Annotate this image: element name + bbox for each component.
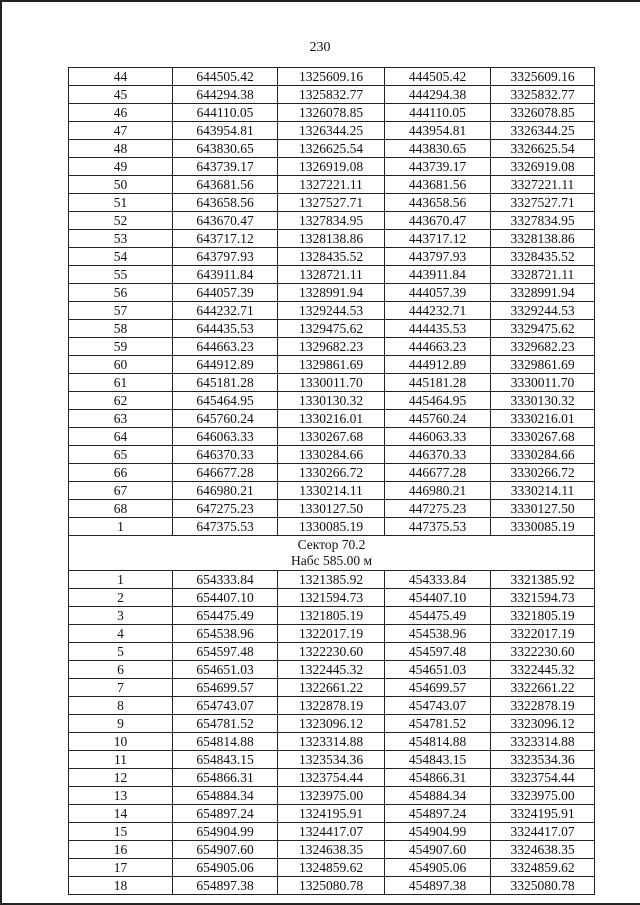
table-cell: 645464.95 xyxy=(173,392,278,410)
table-row xyxy=(69,805,595,823)
table-cell: 3325080.78 xyxy=(491,877,595,895)
table-cell: 454651.03 xyxy=(385,661,491,679)
table-cell: 1326625.54 xyxy=(278,140,385,158)
table-cell: 1325609.16 xyxy=(278,68,385,86)
table-cell: 443658.56 xyxy=(385,194,491,212)
table-row xyxy=(69,212,595,230)
table-cell: 3323975.00 xyxy=(491,787,595,805)
table-row xyxy=(69,823,595,841)
table-cell: 3323314.88 xyxy=(491,733,595,751)
table-cell: 3329475.62 xyxy=(491,320,595,338)
table-cell: 59 xyxy=(69,338,173,356)
table-row xyxy=(69,122,595,140)
table-cell: 1322878.19 xyxy=(278,697,385,715)
table-cell: 647375.53 xyxy=(173,518,278,536)
table-cell: 654904.99 xyxy=(173,823,278,841)
table-cell: 644912.89 xyxy=(173,356,278,374)
table-cell: 644505.42 xyxy=(173,68,278,86)
table-cell: 56 xyxy=(69,284,173,302)
table-cell: 443911.84 xyxy=(385,266,491,284)
table-cell: 444912.89 xyxy=(385,356,491,374)
table-cell: 3325609.16 xyxy=(491,68,595,86)
table-cell: 443681.56 xyxy=(385,176,491,194)
table-cell: 444232.71 xyxy=(385,302,491,320)
table-cell: 13 xyxy=(69,787,173,805)
table-row xyxy=(69,877,595,895)
table-row xyxy=(69,751,595,769)
page-number: 230 xyxy=(309,40,331,55)
table-row xyxy=(69,679,595,697)
table-row xyxy=(69,356,595,374)
table-cell: 654538.96 xyxy=(173,625,278,643)
table-cell: 647275.23 xyxy=(173,500,278,518)
table-cell: 454897.24 xyxy=(385,805,491,823)
table-row xyxy=(69,266,595,284)
table-cell: 1326078.85 xyxy=(278,104,385,122)
table-cell: 61 xyxy=(69,374,173,392)
table-cell: 3323754.44 xyxy=(491,769,595,787)
table-cell: 46 xyxy=(69,104,173,122)
table-cell: 3325832.77 xyxy=(491,86,595,104)
table-cell: 645760.24 xyxy=(173,410,278,428)
table-cell: 3327527.71 xyxy=(491,194,595,212)
table-cell: 3321805.19 xyxy=(491,607,595,625)
table-cell: 1 xyxy=(69,571,173,589)
table-cell: 443739.17 xyxy=(385,158,491,176)
table-cell: 644435.53 xyxy=(173,320,278,338)
table-row xyxy=(69,158,595,176)
table-cell: 444110.05 xyxy=(385,104,491,122)
table-cell: 3330085.19 xyxy=(491,518,595,536)
table-cell: 644057.39 xyxy=(173,284,278,302)
table-cell: 3322445.32 xyxy=(491,661,595,679)
table-cell: 443830.65 xyxy=(385,140,491,158)
table-cell: 3329861.69 xyxy=(491,356,595,374)
table-row xyxy=(69,859,595,877)
table-cell: 3 xyxy=(69,607,173,625)
table-cell: 3324859.62 xyxy=(491,859,595,877)
table-cell: 1323534.36 xyxy=(278,751,385,769)
table-cell: 646370.33 xyxy=(173,446,278,464)
table-cell: 643681.56 xyxy=(173,176,278,194)
table-cell: 1330266.72 xyxy=(278,464,385,482)
table-cell: 454907.60 xyxy=(385,841,491,859)
table-cell: 3321385.92 xyxy=(491,571,595,589)
table-cell: 444663.23 xyxy=(385,338,491,356)
table-cell: 654475.49 xyxy=(173,607,278,625)
table-cell: 445760.24 xyxy=(385,410,491,428)
table-cell: 1323314.88 xyxy=(278,733,385,751)
table-cell: 1325832.77 xyxy=(278,86,385,104)
table-cell: 444435.53 xyxy=(385,320,491,338)
table-cell: 1323754.44 xyxy=(278,769,385,787)
table-cell: 444505.42 xyxy=(385,68,491,86)
table-cell: 8 xyxy=(69,697,173,715)
table-row xyxy=(69,841,595,859)
table-cell: 643717.12 xyxy=(173,230,278,248)
table-cell: 1327527.71 xyxy=(278,194,385,212)
table-cell: 18 xyxy=(69,877,173,895)
table-cell: 1323975.00 xyxy=(278,787,385,805)
table-cell: 643954.81 xyxy=(173,122,278,140)
table-cell: 454866.31 xyxy=(385,769,491,787)
table-cell: 446677.28 xyxy=(385,464,491,482)
sector-height: Набс 585.00 м xyxy=(290,553,373,568)
table-cell: 1327834.95 xyxy=(278,212,385,230)
table-cell: 3322230.60 xyxy=(491,643,595,661)
table-cell: 51 xyxy=(69,194,173,212)
table-cell: 1330127.50 xyxy=(278,500,385,518)
table-cell: 654743.07 xyxy=(173,697,278,715)
page-border-top xyxy=(0,0,640,2)
table-row xyxy=(69,446,595,464)
table-cell: 454333.84 xyxy=(385,571,491,589)
table-cell: 67 xyxy=(69,482,173,500)
table-cell: 5 xyxy=(69,643,173,661)
table-cell: 3327221.11 xyxy=(491,176,595,194)
table-cell: 11 xyxy=(69,751,173,769)
table-cell: 654897.38 xyxy=(173,877,278,895)
table-cell: 1321594.73 xyxy=(278,589,385,607)
table-cell: 1330214.11 xyxy=(278,482,385,500)
table-cell: 1330085.19 xyxy=(278,518,385,536)
table-cell: 3322661.22 xyxy=(491,679,595,697)
table-cell: 3328435.52 xyxy=(491,248,595,266)
table-cell: 644110.05 xyxy=(173,104,278,122)
table-row xyxy=(69,769,595,787)
table-cell: 654897.24 xyxy=(173,805,278,823)
table-cell: 14 xyxy=(69,805,173,823)
table-cell: 64 xyxy=(69,428,173,446)
table-cell: 1330284.66 xyxy=(278,446,385,464)
table-cell: 1329475.62 xyxy=(278,320,385,338)
table-cell: 65 xyxy=(69,446,173,464)
table-row xyxy=(69,733,595,751)
table-cell: 1330011.70 xyxy=(278,374,385,392)
table-row xyxy=(69,518,595,536)
sector-title: Сектор 70.2 xyxy=(297,537,366,552)
table-cell: 646677.28 xyxy=(173,464,278,482)
table-cell: 443954.81 xyxy=(385,122,491,140)
table-row xyxy=(69,194,595,212)
table-cell: 68 xyxy=(69,500,173,518)
table-cell: 643670.47 xyxy=(173,212,278,230)
table-row xyxy=(69,86,595,104)
table-row xyxy=(69,320,595,338)
page-border-left xyxy=(0,0,2,905)
table-cell: 444057.39 xyxy=(385,284,491,302)
table-cell: 454814.88 xyxy=(385,733,491,751)
table-cell: 654814.88 xyxy=(173,733,278,751)
table-cell: 646980.21 xyxy=(173,482,278,500)
table-cell: 1325080.78 xyxy=(278,877,385,895)
table-cell: 1327221.11 xyxy=(278,176,385,194)
table-cell: 1326344.25 xyxy=(278,122,385,140)
table-cell: 16 xyxy=(69,841,173,859)
table-cell: 17 xyxy=(69,859,173,877)
table-cell: 654843.15 xyxy=(173,751,278,769)
table-cell: 3322017.19 xyxy=(491,625,595,643)
table-cell: 1322230.60 xyxy=(278,643,385,661)
table-cell: 654651.03 xyxy=(173,661,278,679)
table-cell: 643911.84 xyxy=(173,266,278,284)
table-cell: 645181.28 xyxy=(173,374,278,392)
table-cell: 3329244.53 xyxy=(491,302,595,320)
table-row xyxy=(69,140,595,158)
table-row xyxy=(69,625,595,643)
table-cell: 3330130.32 xyxy=(491,392,595,410)
table-cell: 443717.12 xyxy=(385,230,491,248)
table-cell: 654905.06 xyxy=(173,859,278,877)
table-cell: 3330127.50 xyxy=(491,500,595,518)
table-cell: 644294.38 xyxy=(173,86,278,104)
table-cell: 3328991.94 xyxy=(491,284,595,302)
table-cell: 1330130.32 xyxy=(278,392,385,410)
table-row xyxy=(69,715,595,733)
table-cell: 444294.38 xyxy=(385,86,491,104)
table-cell: 644232.71 xyxy=(173,302,278,320)
table-cell: 446063.33 xyxy=(385,428,491,446)
table-cell: 454897.38 xyxy=(385,877,491,895)
coordinates-table xyxy=(68,67,595,895)
table-cell: 52 xyxy=(69,212,173,230)
table-cell: 3330216.01 xyxy=(491,410,595,428)
table-cell: 1328721.11 xyxy=(278,266,385,284)
table-cell: 644663.23 xyxy=(173,338,278,356)
table-cell: 3321594.73 xyxy=(491,589,595,607)
table-cell: 446980.21 xyxy=(385,482,491,500)
table-cell: 60 xyxy=(69,356,173,374)
table-cell: 3324638.35 xyxy=(491,841,595,859)
table-cell: 3330267.68 xyxy=(491,428,595,446)
table-cell: 1329682.23 xyxy=(278,338,385,356)
table-cell: 3322878.19 xyxy=(491,697,595,715)
table-cell: 3330284.66 xyxy=(491,446,595,464)
table-cell: 3330214.11 xyxy=(491,482,595,500)
table-cell: 3329682.23 xyxy=(491,338,595,356)
table-row xyxy=(69,302,595,320)
table-cell: 445464.95 xyxy=(385,392,491,410)
table-cell: 15 xyxy=(69,823,173,841)
table-cell: 1 xyxy=(69,518,173,536)
table-row xyxy=(69,571,595,589)
table-cell: 447275.23 xyxy=(385,500,491,518)
table-cell: 654907.60 xyxy=(173,841,278,859)
table-cell: 1324417.07 xyxy=(278,823,385,841)
table-cell: 3327834.95 xyxy=(491,212,595,230)
table-cell: 646063.33 xyxy=(173,428,278,446)
table-cell: 1324859.62 xyxy=(278,859,385,877)
table-cell: 643797.93 xyxy=(173,248,278,266)
table-cell: 454597.48 xyxy=(385,643,491,661)
sector-header xyxy=(69,536,595,571)
table-cell: 6 xyxy=(69,661,173,679)
table-cell: 1326919.08 xyxy=(278,158,385,176)
table-cell: 3326344.25 xyxy=(491,122,595,140)
table-row xyxy=(69,230,595,248)
table-cell: 3328138.86 xyxy=(491,230,595,248)
table-cell: 454905.06 xyxy=(385,859,491,877)
table-cell: 3326078.85 xyxy=(491,104,595,122)
table-row xyxy=(69,697,595,715)
table-cell: 654699.57 xyxy=(173,679,278,697)
table-cell: 643658.56 xyxy=(173,194,278,212)
table-cell: 66 xyxy=(69,464,173,482)
table-cell: 443797.93 xyxy=(385,248,491,266)
table-cell: 3323534.36 xyxy=(491,751,595,769)
table-row xyxy=(69,482,595,500)
table-cell: 1328138.86 xyxy=(278,230,385,248)
table-cell: 446370.33 xyxy=(385,446,491,464)
table-cell: 454407.10 xyxy=(385,589,491,607)
table-cell: 62 xyxy=(69,392,173,410)
table-cell: 7 xyxy=(69,679,173,697)
table-cell: 63 xyxy=(69,410,173,428)
table-row xyxy=(69,104,595,122)
table-cell: 454884.34 xyxy=(385,787,491,805)
table-cell: 1329861.69 xyxy=(278,356,385,374)
table-cell: 1328435.52 xyxy=(278,248,385,266)
table-cell: 4 xyxy=(69,625,173,643)
table-cell: 10 xyxy=(69,733,173,751)
table-cell: 9 xyxy=(69,715,173,733)
table-cell: 643739.17 xyxy=(173,158,278,176)
table-row xyxy=(69,589,595,607)
table-cell: 1330267.68 xyxy=(278,428,385,446)
table-cell: 454843.15 xyxy=(385,751,491,769)
table-row xyxy=(69,248,595,266)
table-cell: 1323096.12 xyxy=(278,715,385,733)
table-cell: 1322661.22 xyxy=(278,679,385,697)
table-row xyxy=(69,176,595,194)
table-cell: 57 xyxy=(69,302,173,320)
table-cell: 49 xyxy=(69,158,173,176)
table-cell: 443670.47 xyxy=(385,212,491,230)
table-cell: 1322445.32 xyxy=(278,661,385,679)
table-cell: 1322017.19 xyxy=(278,625,385,643)
table-cell: 454781.52 xyxy=(385,715,491,733)
table-row xyxy=(69,787,595,805)
sector-header-row xyxy=(69,536,595,571)
table-cell: 58 xyxy=(69,320,173,338)
table-cell: 47 xyxy=(69,122,173,140)
table-row xyxy=(69,500,595,518)
table-row xyxy=(69,68,595,86)
table-row xyxy=(69,464,595,482)
table-cell: 3326625.54 xyxy=(491,140,595,158)
table-cell: 654407.10 xyxy=(173,589,278,607)
table-row xyxy=(69,284,595,302)
table-cell: 3330266.72 xyxy=(491,464,595,482)
table-row xyxy=(69,374,595,392)
table-cell: 454904.99 xyxy=(385,823,491,841)
table-row xyxy=(69,338,595,356)
table-cell: 454699.57 xyxy=(385,679,491,697)
table-cell: 3330011.70 xyxy=(491,374,595,392)
table-row xyxy=(69,661,595,679)
table-row xyxy=(69,428,595,446)
table-cell: 1329244.53 xyxy=(278,302,385,320)
table-cell: 12 xyxy=(69,769,173,787)
table-cell: 654333.84 xyxy=(173,571,278,589)
table-cell: 1324195.91 xyxy=(278,805,385,823)
table-row xyxy=(69,392,595,410)
table-cell: 55 xyxy=(69,266,173,284)
coordinates-table-body xyxy=(69,68,595,895)
table-cell: 654866.31 xyxy=(173,769,278,787)
table-cell: 50 xyxy=(69,176,173,194)
table-cell: 3323096.12 xyxy=(491,715,595,733)
table-row xyxy=(69,607,595,625)
table-cell: 48 xyxy=(69,140,173,158)
table-row xyxy=(69,643,595,661)
table-cell: 654597.48 xyxy=(173,643,278,661)
table-cell: 53 xyxy=(69,230,173,248)
table-row xyxy=(69,410,595,428)
table-cell: 447375.53 xyxy=(385,518,491,536)
table-cell: 2 xyxy=(69,589,173,607)
table-cell: 3326919.08 xyxy=(491,158,595,176)
table-cell: 1321805.19 xyxy=(278,607,385,625)
table-cell: 3324417.07 xyxy=(491,823,595,841)
table-cell: 44 xyxy=(69,68,173,86)
table-cell: 454743.07 xyxy=(385,697,491,715)
table-cell: 1328991.94 xyxy=(278,284,385,302)
table-cell: 454538.96 xyxy=(385,625,491,643)
table-cell: 45 xyxy=(69,86,173,104)
table-cell: 3324195.91 xyxy=(491,805,595,823)
table-cell: 1330216.01 xyxy=(278,410,385,428)
table-cell: 654781.52 xyxy=(173,715,278,733)
table-cell: 54 xyxy=(69,248,173,266)
table-cell: 654884.34 xyxy=(173,787,278,805)
table-cell: 643830.65 xyxy=(173,140,278,158)
table-cell: 445181.28 xyxy=(385,374,491,392)
table-cell: 3328721.11 xyxy=(491,266,595,284)
table-cell: 1321385.92 xyxy=(278,571,385,589)
table-cell: 454475.49 xyxy=(385,607,491,625)
table-cell: 1324638.35 xyxy=(278,841,385,859)
